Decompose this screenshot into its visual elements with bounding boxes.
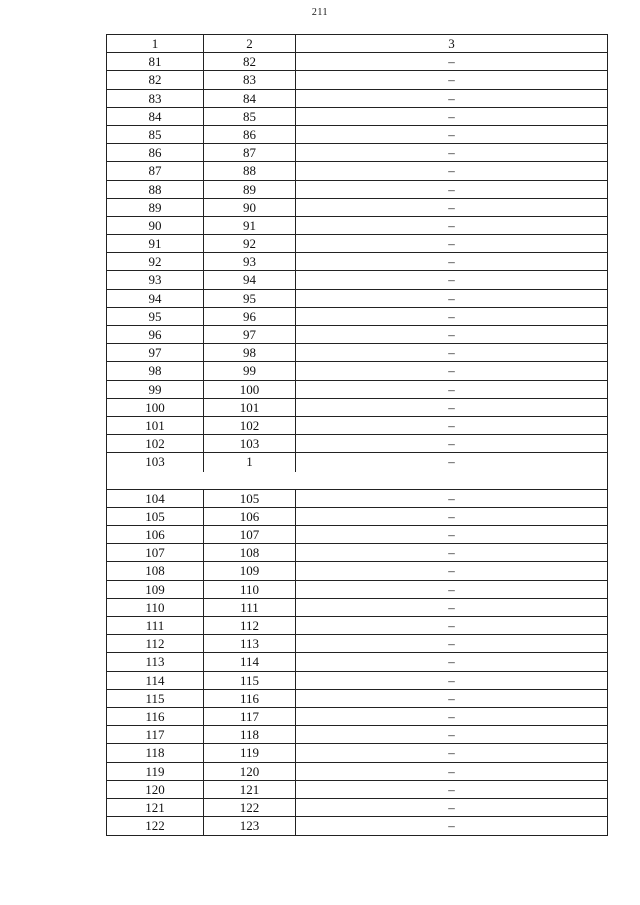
table-cell: –	[448, 436, 455, 452]
table-row	[107, 763, 607, 781]
table-cell: 117	[204, 708, 296, 725]
table-cell: 110	[107, 599, 204, 616]
table-row	[107, 344, 607, 362]
table-cell: 92	[204, 235, 296, 252]
table-cell: 109	[107, 581, 204, 598]
column-header: 1	[107, 35, 204, 52]
table-row	[107, 217, 607, 235]
table-cell: 115	[204, 672, 296, 689]
table-cell: 81	[107, 53, 204, 70]
table-row	[107, 690, 607, 708]
table-row	[107, 526, 607, 544]
table-row	[107, 726, 607, 744]
table-cell: 119	[107, 763, 204, 780]
table-cell: 117	[107, 726, 204, 743]
table-cell: 112	[204, 617, 296, 634]
column-header: 2	[204, 35, 296, 52]
table-cell: 87	[204, 144, 296, 161]
table-cell: 86	[204, 126, 296, 143]
table-cell: –	[448, 727, 455, 743]
table-cell: 96	[204, 308, 296, 325]
table-cell: 99	[204, 362, 296, 379]
table-cell: 101	[204, 399, 296, 416]
table-cell: 120	[107, 781, 204, 798]
table-cell: –	[448, 618, 455, 633]
table-cell: 107	[204, 526, 296, 543]
table-cell: 104	[107, 490, 204, 507]
table-cell: –	[448, 108, 455, 124]
table-cell: –	[448, 581, 455, 597]
table-cell: 86	[107, 144, 204, 161]
table-row	[107, 71, 607, 89]
table-row	[107, 581, 607, 599]
table-cell: –	[448, 745, 455, 761]
data-table	[106, 34, 608, 836]
table-cell: –	[448, 90, 455, 106]
table-cell: 116	[107, 708, 204, 725]
table-cell: 106	[107, 526, 204, 543]
table-row	[107, 799, 607, 817]
table-cell: –	[448, 818, 455, 834]
table-row	[107, 781, 607, 799]
table-row	[107, 90, 607, 108]
table-row	[107, 599, 607, 617]
table-cell: –	[448, 327, 455, 342]
table-cell: –	[448, 145, 455, 161]
table-cell: 105	[107, 508, 204, 525]
table-row	[107, 508, 607, 526]
table-row	[107, 435, 607, 453]
table-cell: –	[448, 399, 455, 415]
table-cell: –	[448, 654, 455, 670]
table-cell: –	[448, 545, 455, 561]
table-cell: –	[448, 599, 455, 615]
table-cell: 83	[204, 71, 296, 88]
table-row	[107, 635, 607, 653]
table-body-bottom	[107, 490, 607, 836]
table-cell: –	[448, 672, 455, 688]
table-cell: 102	[204, 417, 296, 434]
table-cell: 122	[204, 799, 296, 816]
table-cell: 115	[107, 690, 204, 707]
table-cell: 103	[204, 435, 296, 452]
table-cell: 103	[107, 453, 204, 471]
table-cell: –	[448, 254, 455, 270]
table-cell: 95	[204, 290, 296, 307]
table-cell: 121	[204, 781, 296, 798]
table-cell: –	[448, 636, 455, 652]
table-row	[107, 253, 607, 271]
table-row	[107, 562, 607, 580]
table-cell: 89	[107, 199, 204, 216]
table-cell: 82	[107, 71, 204, 88]
table-cell: 95	[107, 308, 204, 325]
table-cell: –	[448, 527, 455, 543]
table-row	[107, 708, 607, 726]
table-row	[107, 672, 607, 690]
table-cell: 97	[204, 326, 296, 343]
table-row	[107, 181, 607, 199]
table-cell: 121	[107, 799, 204, 816]
table-body-top	[107, 53, 607, 471]
table-row	[107, 617, 607, 635]
table-cell: 90	[204, 199, 296, 216]
table-cell: 122	[107, 817, 204, 835]
page-number: 211	[311, 7, 329, 18]
table-cell: –	[448, 454, 455, 470]
table-cell: –	[448, 563, 455, 579]
table-cell: 106	[204, 508, 296, 525]
table-cell: 89	[204, 181, 296, 198]
table-cell: –	[448, 345, 455, 361]
table-cell: 85	[107, 126, 204, 143]
table-row	[107, 744, 607, 762]
table-cell: 92	[107, 253, 204, 270]
table-cell: –	[448, 126, 455, 142]
table-row	[107, 126, 607, 144]
table-cell: 107	[107, 544, 204, 561]
table-cell: 118	[107, 744, 204, 761]
table-cell: –	[448, 417, 455, 433]
table-row	[107, 53, 607, 71]
table-cell: –	[448, 181, 455, 197]
table-row	[107, 199, 607, 217]
table-cell: –	[448, 381, 455, 397]
table-cell: 99	[107, 381, 204, 398]
table-cell: –	[448, 272, 455, 288]
table-cell: –	[448, 508, 455, 524]
table-cell: 93	[107, 271, 204, 288]
table-cell: 102	[107, 435, 204, 452]
table-cell: –	[448, 490, 455, 506]
table-cell: –	[448, 199, 455, 215]
table-row	[107, 544, 607, 562]
table-cell: –	[448, 781, 455, 797]
section-divider-row	[107, 472, 607, 490]
table-row	[107, 162, 607, 180]
table-cell: –	[448, 236, 455, 252]
table-row	[107, 144, 607, 162]
table-cell: 116	[204, 690, 296, 707]
table-cell: 108	[107, 562, 204, 579]
table-row	[107, 817, 607, 835]
table-cell: 84	[204, 90, 296, 107]
table-cell: 110	[204, 581, 296, 598]
table-cell: –	[448, 763, 455, 779]
table-cell: 84	[107, 108, 204, 125]
table-cell: –	[448, 708, 455, 724]
table-row	[107, 362, 607, 380]
table-cell: 91	[107, 235, 204, 252]
table-cell: –	[448, 54, 455, 70]
table-cell: 90	[107, 217, 204, 234]
table-row	[107, 453, 607, 471]
table-cell: –	[448, 799, 455, 815]
table-cell: 96	[107, 326, 204, 343]
table-cell: 120	[204, 763, 296, 780]
table-cell: 97	[107, 344, 204, 361]
table-header-row	[107, 35, 607, 53]
table-cell: 113	[204, 635, 296, 652]
column-header: 3	[448, 36, 455, 51]
table-cell: 105	[204, 490, 296, 507]
table-row	[107, 290, 607, 308]
table-cell: 98	[204, 344, 296, 361]
table-cell: 112	[107, 635, 204, 652]
table-cell: 114	[107, 672, 204, 689]
table-cell: 94	[107, 290, 204, 307]
table-cell: 82	[204, 53, 296, 70]
table-cell: 119	[204, 744, 296, 761]
table-row	[107, 399, 607, 417]
table-cell: 94	[204, 271, 296, 288]
table-row	[107, 490, 607, 508]
table-cell: –	[448, 163, 455, 179]
table-cell: –	[448, 290, 455, 306]
table-cell: 93	[204, 253, 296, 270]
table-cell: 1	[204, 453, 296, 471]
table-cell: 111	[204, 599, 296, 616]
table-row	[107, 653, 607, 671]
table-cell: 87	[107, 162, 204, 179]
table-cell: 109	[204, 562, 296, 579]
table-cell: 113	[107, 653, 204, 670]
table-cell: 123	[204, 817, 296, 835]
table-cell: 108	[204, 544, 296, 561]
table-cell: 114	[204, 653, 296, 670]
table-row	[107, 308, 607, 326]
table-cell: 83	[107, 90, 204, 107]
table-cell: 88	[204, 162, 296, 179]
table-cell: 101	[107, 417, 204, 434]
table-row	[107, 381, 607, 399]
table-cell: 118	[204, 726, 296, 743]
table-row	[107, 326, 607, 344]
table-row	[107, 271, 607, 289]
table-cell: –	[448, 690, 455, 706]
table-cell: 88	[107, 181, 204, 198]
table-cell: 100	[204, 381, 296, 398]
table-cell: 98	[107, 362, 204, 379]
table-row	[107, 417, 607, 435]
table-cell: –	[448, 72, 455, 88]
table-row	[107, 235, 607, 253]
table-cell: –	[448, 217, 455, 233]
table-cell: 85	[204, 108, 296, 125]
table-cell: –	[448, 308, 455, 324]
table-cell: 111	[107, 617, 204, 634]
table-row	[107, 108, 607, 126]
table-cell: –	[448, 363, 455, 379]
table-cell: 100	[107, 399, 204, 416]
table-cell: 91	[204, 217, 296, 234]
